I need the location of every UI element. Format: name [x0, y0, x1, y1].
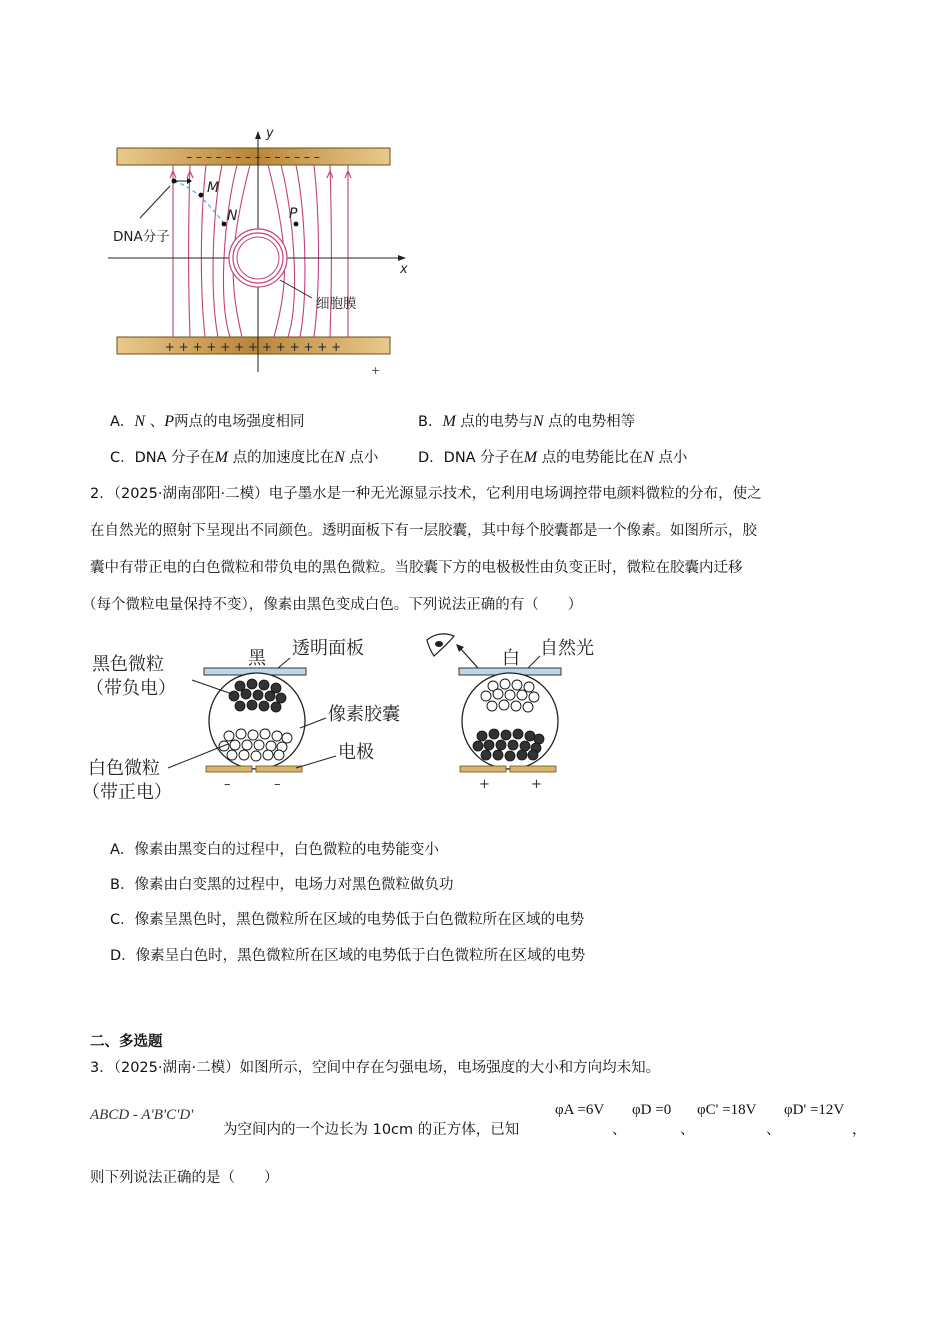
q3-phi-d: φD =0 [632, 1102, 672, 1118]
svg-text:–: – [274, 777, 281, 792]
membrane-label: 细胞膜 [316, 296, 357, 312]
x-axis-label: x [400, 262, 408, 277]
q3-phi-a: φA =6V [555, 1102, 605, 1118]
q2-option-d: D．像素呈白色时，黑色微粒所在区域的电势低于白色微粒所在区域的电势 [110, 948, 586, 964]
svg-text:黑: 黑 [248, 648, 266, 669]
svg-text:–: – [224, 777, 231, 792]
svg-text:P: P [289, 206, 298, 222]
q3-phi-c: φC' =18V [697, 1102, 757, 1118]
left-electrode-2 [256, 766, 302, 772]
eink-capsule-figure [82, 628, 622, 808]
q2-line-1: 2．（2025·湖南邵阳·二模）电子墨水是一种无光源显示技术，它利用电场调控带电颜料微粒的分布，使之 [90, 486, 762, 502]
svg-text:透明面板: 透明面板 [292, 638, 364, 659]
q1-option-a: A．N 、P两点的电场强度相同 [110, 413, 305, 430]
left-white-particles [219, 729, 292, 761]
svg-text:N: N [227, 208, 238, 224]
right-electrode-2 [510, 766, 556, 772]
svg-text:白色微粒: 白色微粒 [88, 758, 160, 779]
svg-text:+: + [479, 777, 490, 792]
q3-line-3: 则下列说法正确的是（ ） [90, 1170, 279, 1186]
svg-text:自然光: 自然光 [540, 638, 594, 659]
svg-text:电极: 电极 [338, 742, 374, 763]
q2-option-a: A．像素由黑变白的过程中，白色微粒的电势能变小 [110, 842, 439, 858]
point-n [222, 222, 227, 227]
q3-cube: ABCD - A'B'C'D' [90, 1107, 194, 1123]
dna-field-figure [100, 120, 430, 390]
q3-phi-dp: φD' =12V [784, 1102, 845, 1118]
y-axis-label: y [266, 126, 274, 141]
top-plate-signs: – – – – – – – – – – – – – – [186, 150, 320, 164]
q3-line-2: 为空间内的一个边长为 10cm 的正方体，已知 [223, 1122, 520, 1138]
cell-membrane [229, 229, 287, 287]
section-title: 二、多选题 [90, 1034, 163, 1050]
q1-option-d: D．DNA 分子在M 点的电势能比在N 点小 [418, 449, 688, 466]
point-p [294, 222, 299, 227]
q2-option-c: C．像素呈黑色时，黑色微粒所在区域的电势低于白色微粒所在区域的电势 [110, 912, 585, 928]
right-black-particles [473, 729, 544, 761]
svg-text:像素胶囊: 像素胶囊 [328, 704, 400, 725]
q3-line-1: 3．（2025·湖南·二模）如图所示，空间中存在匀强电场，电场强度的大小和方向均未知。 [90, 1060, 661, 1076]
point-m [199, 193, 204, 198]
q2-option-b: B．像素由白变黑的过程中，电场力对黑色微粒做负功 [110, 877, 454, 893]
right-electrode-1 [460, 766, 506, 772]
q2-line-3: 囊中有带正电的白色微粒和带负电的黑色微粒。当胶囊下方的电极极性由负变正时，微粒在胶囊内迁移 [90, 560, 743, 576]
q1-option-b: B．M 点的电势与N 点的电势相等 [418, 413, 636, 430]
svg-text:（带负电）: （带负电） [86, 678, 176, 699]
svg-text:白: 白 [502, 648, 520, 669]
svg-text:黑色微粒: 黑色微粒 [92, 654, 164, 675]
svg-text:+: + [531, 777, 542, 792]
q2-line-4: （每个微粒电量保持不变），像素由黑色变成白色。下列说法正确的有（ ） [82, 597, 583, 613]
svg-text:（带正电）: （带正电） [82, 782, 172, 803]
dna-label: DNA分子 [113, 229, 170, 245]
bottom-plate-signs: + + + + + + + + + + + + + [164, 340, 342, 354]
q2-line-2: 在自然光的照射下呈现出不同颜色。透明面板下有一层胶囊，其中每个胶囊都是一个像素。如图所示，胶 [90, 523, 757, 539]
stray-plus: + [371, 364, 381, 377]
left-electrode-1 [206, 766, 252, 772]
q1-option-c: C．DNA 分子在M 点的加速度比在N 点小 [110, 449, 379, 466]
light-arrow [460, 648, 478, 668]
svg-text:M: M [207, 180, 220, 196]
